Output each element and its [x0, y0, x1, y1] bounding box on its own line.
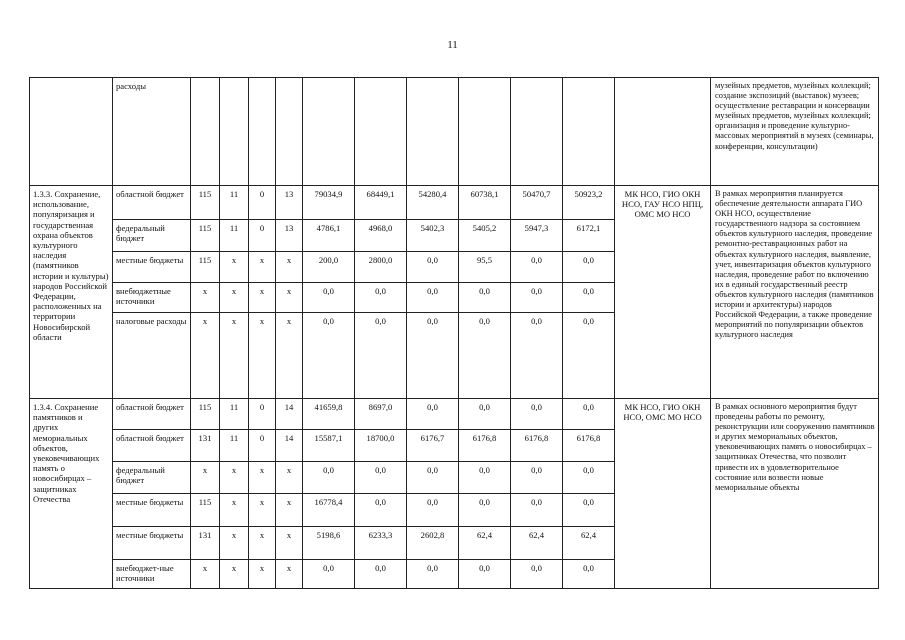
description-cell: В рамках мероприятия планируется обеспечение деятельности аппарата ГИО ОКН НСО, осуществление государственного надзора за состоянием объектов культурного наследия, проведение ремонтно-реставрационных работ на объектах культурного наследия, выявление, учет, инвентаризация объектов культурного наследия, проведение работ по включению их в единый государственный реестр объектов культурного наследия (памятников истории и архитектуры) народов Российской Федерации, а также проведение мероприятий по популяризации объектов культурного наследия [711, 186, 879, 399]
value-cell: 0,0 [407, 313, 459, 399]
code-cell-grbs: 131 [191, 430, 220, 462]
program-cell [30, 78, 113, 186]
value-cell: 6176,8 [511, 430, 563, 462]
source-cell: внебюджетные источники [113, 283, 191, 313]
value-cell: 0,0 [563, 399, 615, 430]
value-cell: 0,0 [407, 462, 459, 494]
value-cell: 0,0 [355, 313, 407, 399]
code-cell-rz: x [220, 494, 249, 527]
code-cell-csr: 14 [276, 399, 303, 430]
source-cell: областной бюджет [113, 399, 191, 430]
value-cell: 0,0 [511, 494, 563, 527]
code-cell-csr: 14 [276, 430, 303, 462]
code-cell-grbs: 115 [191, 220, 220, 252]
program-title: 1.3.4. Сохранение памятников и других мемориальных объектов, увековечивающих память о новосибирцах – защитниках Отечества [30, 399, 113, 589]
value-cell: 0,0 [303, 560, 355, 589]
value-cell: 50470,7 [511, 186, 563, 220]
value-cell: 0,0 [511, 313, 563, 399]
code-cell-pr: 0 [249, 220, 276, 252]
value-cell: 8697,0 [355, 399, 407, 430]
source-cell: федеральный бюджет [113, 462, 191, 494]
code-cell-grbs: 115 [191, 399, 220, 430]
value-cell: 0,0 [563, 313, 615, 399]
value-cell: 0,0 [355, 494, 407, 527]
code-cell-csr: x [276, 462, 303, 494]
value-cell: 60738,1 [459, 186, 511, 220]
value-cell: 18700,0 [355, 430, 407, 462]
code-cell-rz: 11 [220, 399, 249, 430]
source-cell: областной бюджет [113, 430, 191, 462]
value-cell: 200,0 [303, 252, 355, 283]
value-cell: 4786,1 [303, 220, 355, 252]
code-cell-rz: x [220, 527, 249, 560]
code-cell-csr: x [276, 560, 303, 589]
value-cell: 6176,8 [563, 430, 615, 462]
code-cell-rz: x [220, 560, 249, 589]
value-cell: 0,0 [303, 283, 355, 313]
code-cell-grbs: x [191, 560, 220, 589]
value-cell: 0,0 [563, 252, 615, 283]
value-cell: 0,0 [303, 462, 355, 494]
value-cell: 0,0 [407, 283, 459, 313]
code-cell-csr: 13 [276, 186, 303, 220]
value-cell: 62,4 [459, 527, 511, 560]
block-1-3-3 [30, 186, 879, 399]
value-cell: 62,4 [511, 527, 563, 560]
value-cell: 5198,6 [303, 527, 355, 560]
code-cell-rz: x [220, 313, 249, 399]
source-cell: местные бюджеты [113, 527, 191, 560]
value-cell: 0,0 [355, 283, 407, 313]
code-cell-pr: 0 [249, 430, 276, 462]
value-cell: 6176,8 [459, 430, 511, 462]
code-cell-csr: x [276, 283, 303, 313]
value-cell: 2800,0 [355, 252, 407, 283]
value-cell: 0,0 [511, 283, 563, 313]
executor-cell: МК НСО, ГИО ОКН НСО, ГАУ НСО НПЦ, ОМС МО НСО [615, 186, 711, 399]
code-cell-csr: x [276, 252, 303, 283]
value-cell: 5405,2 [459, 220, 511, 252]
value-cell: 68449,1 [355, 186, 407, 220]
table-row [30, 399, 879, 430]
value-cell: 0,0 [511, 399, 563, 430]
code-cell-rz: x [220, 462, 249, 494]
value-cell: 0,0 [407, 560, 459, 589]
code-cell-csr: x [276, 527, 303, 560]
description-cell: музейных предметов, музейных коллекций; создание экспозиций (выставок) музеев; осуществление реставрации и консервации музейных предметов, музейных коллекций; организация и проведение культурно-массовых мероприятий в музеях (семинары, конференции, консультации) [711, 78, 879, 186]
program-title: 1.3.3. Сохранение, использование, популяризация и государственная охрана объектов культурного наследия (памятников истории и культуры) народов Российской Федерации, расположенных на территории Новосибирской области [30, 186, 113, 399]
code-cell-pr: x [249, 527, 276, 560]
value-cell: 0,0 [407, 252, 459, 283]
code-cell-pr: x [249, 462, 276, 494]
value-cell: 0,0 [355, 560, 407, 589]
program-table [29, 77, 879, 589]
value-cell: 0,0 [563, 494, 615, 527]
source-cell: расходы [113, 78, 191, 186]
description-cell: В рамках основного мероприятия будут проведены работы по ремонту, реконструкции или сооружению памятников и других мемориальных объектов, увековечивающих память о новосибирцах – защитниках Отечества, что позволит привести их в удовлетворительное состояние или возвести новые мемориальные объекты [711, 399, 879, 589]
value-cell: 0,0 [511, 462, 563, 494]
value-cell: 0,0 [459, 462, 511, 494]
value-cell: 15587,1 [303, 430, 355, 462]
value-cell: 54280,4 [407, 186, 459, 220]
code-cell-csr: x [276, 313, 303, 399]
value-cell: 95,5 [459, 252, 511, 283]
code-cell-grbs: 115 [191, 186, 220, 220]
table-row [30, 78, 879, 186]
code-cell-pr: x [249, 313, 276, 399]
code-cell-rz: 11 [220, 430, 249, 462]
value-cell: 0,0 [563, 283, 615, 313]
value-cell: 0,0 [459, 560, 511, 589]
value-cell: 2602,8 [407, 527, 459, 560]
value-cell: 6233,3 [355, 527, 407, 560]
value-cell: 0,0 [511, 560, 563, 589]
value-cell: 16778,4 [303, 494, 355, 527]
value-cell: 6176,7 [407, 430, 459, 462]
code-cell-csr: 13 [276, 220, 303, 252]
code-cell-grbs: 131 [191, 527, 220, 560]
value-cell: 5402,3 [407, 220, 459, 252]
executor-cell: МК НСО, ГИО ОКН НСО, ОМС МО НСО [615, 399, 711, 589]
page-number: 11 [447, 39, 458, 51]
code-cell-grbs: x [191, 283, 220, 313]
value-cell: 41659,8 [303, 399, 355, 430]
source-cell: внебюджет-ные источники [113, 560, 191, 589]
code-cell-rz: 11 [220, 220, 249, 252]
value-cell: 0,0 [459, 313, 511, 399]
code-cell-pr: x [249, 560, 276, 589]
value-cell: 62,4 [563, 527, 615, 560]
code-cell-pr: 0 [249, 399, 276, 430]
block-1-3-4 [30, 399, 879, 589]
code-cell-grbs: 115 [191, 494, 220, 527]
source-cell: областной бюджет [113, 186, 191, 220]
value-cell: 0,0 [459, 283, 511, 313]
code-cell-pr: x [249, 252, 276, 283]
code-cell-rz: 11 [220, 186, 249, 220]
code-cell-pr: 0 [249, 186, 276, 220]
value-cell: 0,0 [563, 462, 615, 494]
source-cell: местные бюджеты [113, 252, 191, 283]
value-cell: 0,0 [511, 252, 563, 283]
code-cell-grbs: x [191, 462, 220, 494]
value-cell: 6172,1 [563, 220, 615, 252]
value-cell: 0,0 [303, 313, 355, 399]
value-cell: 0,0 [407, 494, 459, 527]
value-cell: 0,0 [407, 399, 459, 430]
value-cell: 79034,9 [303, 186, 355, 220]
source-cell: федеральный бюджет [113, 220, 191, 252]
code-cell-csr: x [276, 494, 303, 527]
value-cell: 0,0 [355, 462, 407, 494]
source-cell: местные бюджеты [113, 494, 191, 527]
value-cell: 0,0 [459, 494, 511, 527]
code-cell-rz: x [220, 283, 249, 313]
code-cell-grbs: x [191, 313, 220, 399]
code-cell-rz: x [220, 252, 249, 283]
code-cell-pr: x [249, 494, 276, 527]
value-cell: 4968,0 [355, 220, 407, 252]
value-cell: 0,0 [459, 399, 511, 430]
code-cell-grbs: 115 [191, 252, 220, 283]
value-cell: 50923,2 [563, 186, 615, 220]
source-cell: налоговые расходы [113, 313, 191, 399]
table-row [30, 186, 879, 220]
value-cell: 0,0 [563, 560, 615, 589]
value-cell: 5947,3 [511, 220, 563, 252]
code-cell-pr: x [249, 283, 276, 313]
